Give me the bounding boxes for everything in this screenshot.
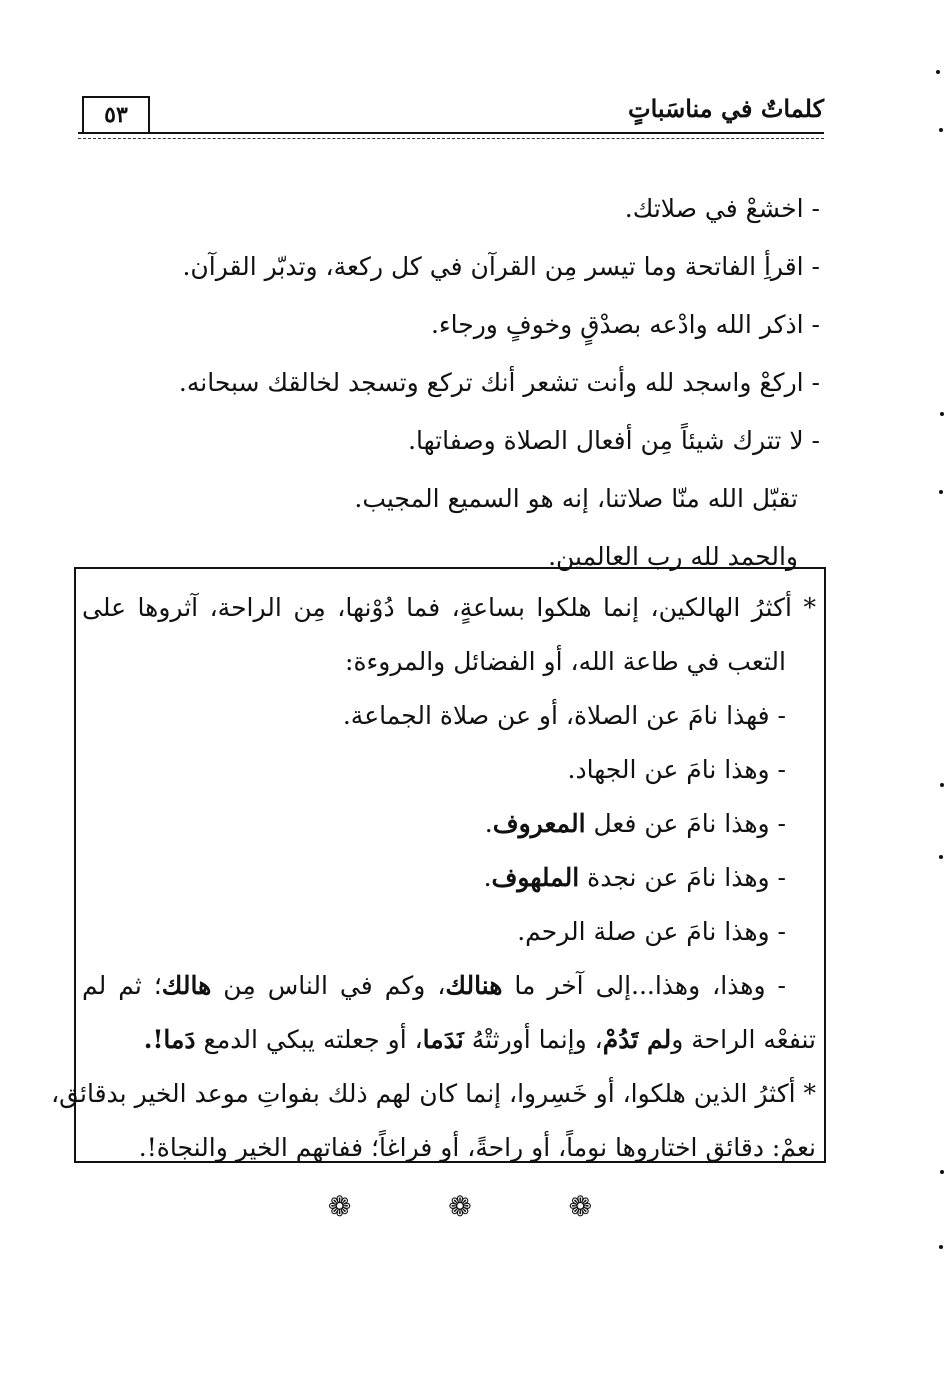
note-list-item-cont xyxy=(82,1013,816,1067)
note-paragraph-line: التعب في طاعة الله، أو الفضائل والمروءة: xyxy=(345,647,786,676)
note-list-item: - وهذا نامَ عن الجهاد. xyxy=(567,755,786,784)
scan-speck xyxy=(939,1245,943,1249)
item-text: . xyxy=(484,809,493,838)
bold-word: دَما xyxy=(163,1025,196,1054)
header-rule xyxy=(78,132,824,134)
item-text: تنفعْه الراحة و xyxy=(671,1025,816,1054)
closing-prayer: تقبّل الله منّا صلاتنا، إنه هو السميع المجيب. xyxy=(354,484,798,513)
bold-word: لم تَدُمْ xyxy=(602,1025,672,1054)
item-text: ، وكم في الناس مِن xyxy=(211,971,446,1000)
header-rule-dashed xyxy=(78,138,824,139)
note-list-item xyxy=(82,797,816,851)
bold-word: الملهوف xyxy=(491,863,580,892)
item-text: - وهذا، وهذا...إلى آخر ما xyxy=(502,971,787,1000)
flower-ornament-icon: ❁ xyxy=(327,1190,382,1223)
scan-speck xyxy=(940,1170,944,1174)
bold-word: المعروف xyxy=(492,809,586,838)
bold-word: هالك xyxy=(161,971,212,1000)
section-ornaments xyxy=(0,1190,950,1223)
note-list-item xyxy=(82,851,816,905)
framed-note xyxy=(51,567,826,1163)
note-list-item xyxy=(82,959,816,1013)
bold-word: نَدَما xyxy=(422,1025,464,1054)
page-header xyxy=(78,92,824,142)
note-paragraph-line: * أكثرُ الهالكين، إنما هلكوا بساعةٍ، فما دُوْنها، مِن الراحة، آثروها على xyxy=(82,593,816,622)
page-number: ٥٣ xyxy=(82,96,150,132)
item-text: . xyxy=(483,863,492,892)
body-line: - اقرأِ الفاتحة وما تيسر مِن القرآن في كل ركعة، وتدبّر القرآن. xyxy=(182,252,820,281)
scan-speck xyxy=(939,855,943,859)
scan-speck xyxy=(936,70,940,74)
running-title: كلماتٌ في مناسَباتٍ xyxy=(627,94,824,123)
body-line: - اذكر الله وادْعه بصدْقٍ وخوفٍ ورجاء. xyxy=(430,310,820,339)
item-text: - وهذا نامَ عن نجدة xyxy=(579,863,786,892)
item-text: - وهذا نامَ عن فعل xyxy=(585,809,786,838)
item-text: ، وإنما أورثتْهُ xyxy=(463,1025,603,1054)
scan-speck xyxy=(940,412,944,416)
note-paragraph-line: نعمْ: دقائق اختاروها نوماً، أو راحةً، أو فراغاً؛ ففاتهم الخير والنجاة!. xyxy=(138,1133,816,1162)
note-paragraph-line: * أكثرُ الذين هلكوا، أو خَسِروا، إنما كان لهم ذلك بفواتِ موعد الخير بدقائق، xyxy=(51,1079,816,1108)
scan-speck xyxy=(939,128,943,132)
flower-ornament-icon: ❁ xyxy=(448,1190,502,1223)
bold-word: !. xyxy=(143,1025,164,1054)
body-line: - اركعْ واسجد لله وأنت تشعر أنك تركع وتسجد لخالقك سبحانه. xyxy=(178,368,820,397)
scan-speck xyxy=(940,783,944,787)
body-line: - لا تترك شيئاً مِن أفعال الصلاة وصفاتها. xyxy=(408,426,820,455)
item-text: ؛ ثم لم xyxy=(82,971,162,1000)
scan-speck xyxy=(939,490,943,494)
note-list-item: - فهذا نامَ عن الصلاة، أو عن صلاة الجماعة. xyxy=(342,701,786,730)
body-text xyxy=(120,180,820,586)
note-list-item: - وهذا نامَ عن صلة الرحم. xyxy=(517,917,786,946)
flower-ornament-icon: ❁ xyxy=(568,1190,623,1223)
bold-word: هنالك xyxy=(445,971,503,1000)
closing-praise: والحمد لله رب العالمين. xyxy=(548,542,798,571)
body-line: - اخشعْ في صلاتك. xyxy=(624,194,820,223)
item-text: ، أو جعلته يبكي الدمع xyxy=(195,1025,423,1054)
